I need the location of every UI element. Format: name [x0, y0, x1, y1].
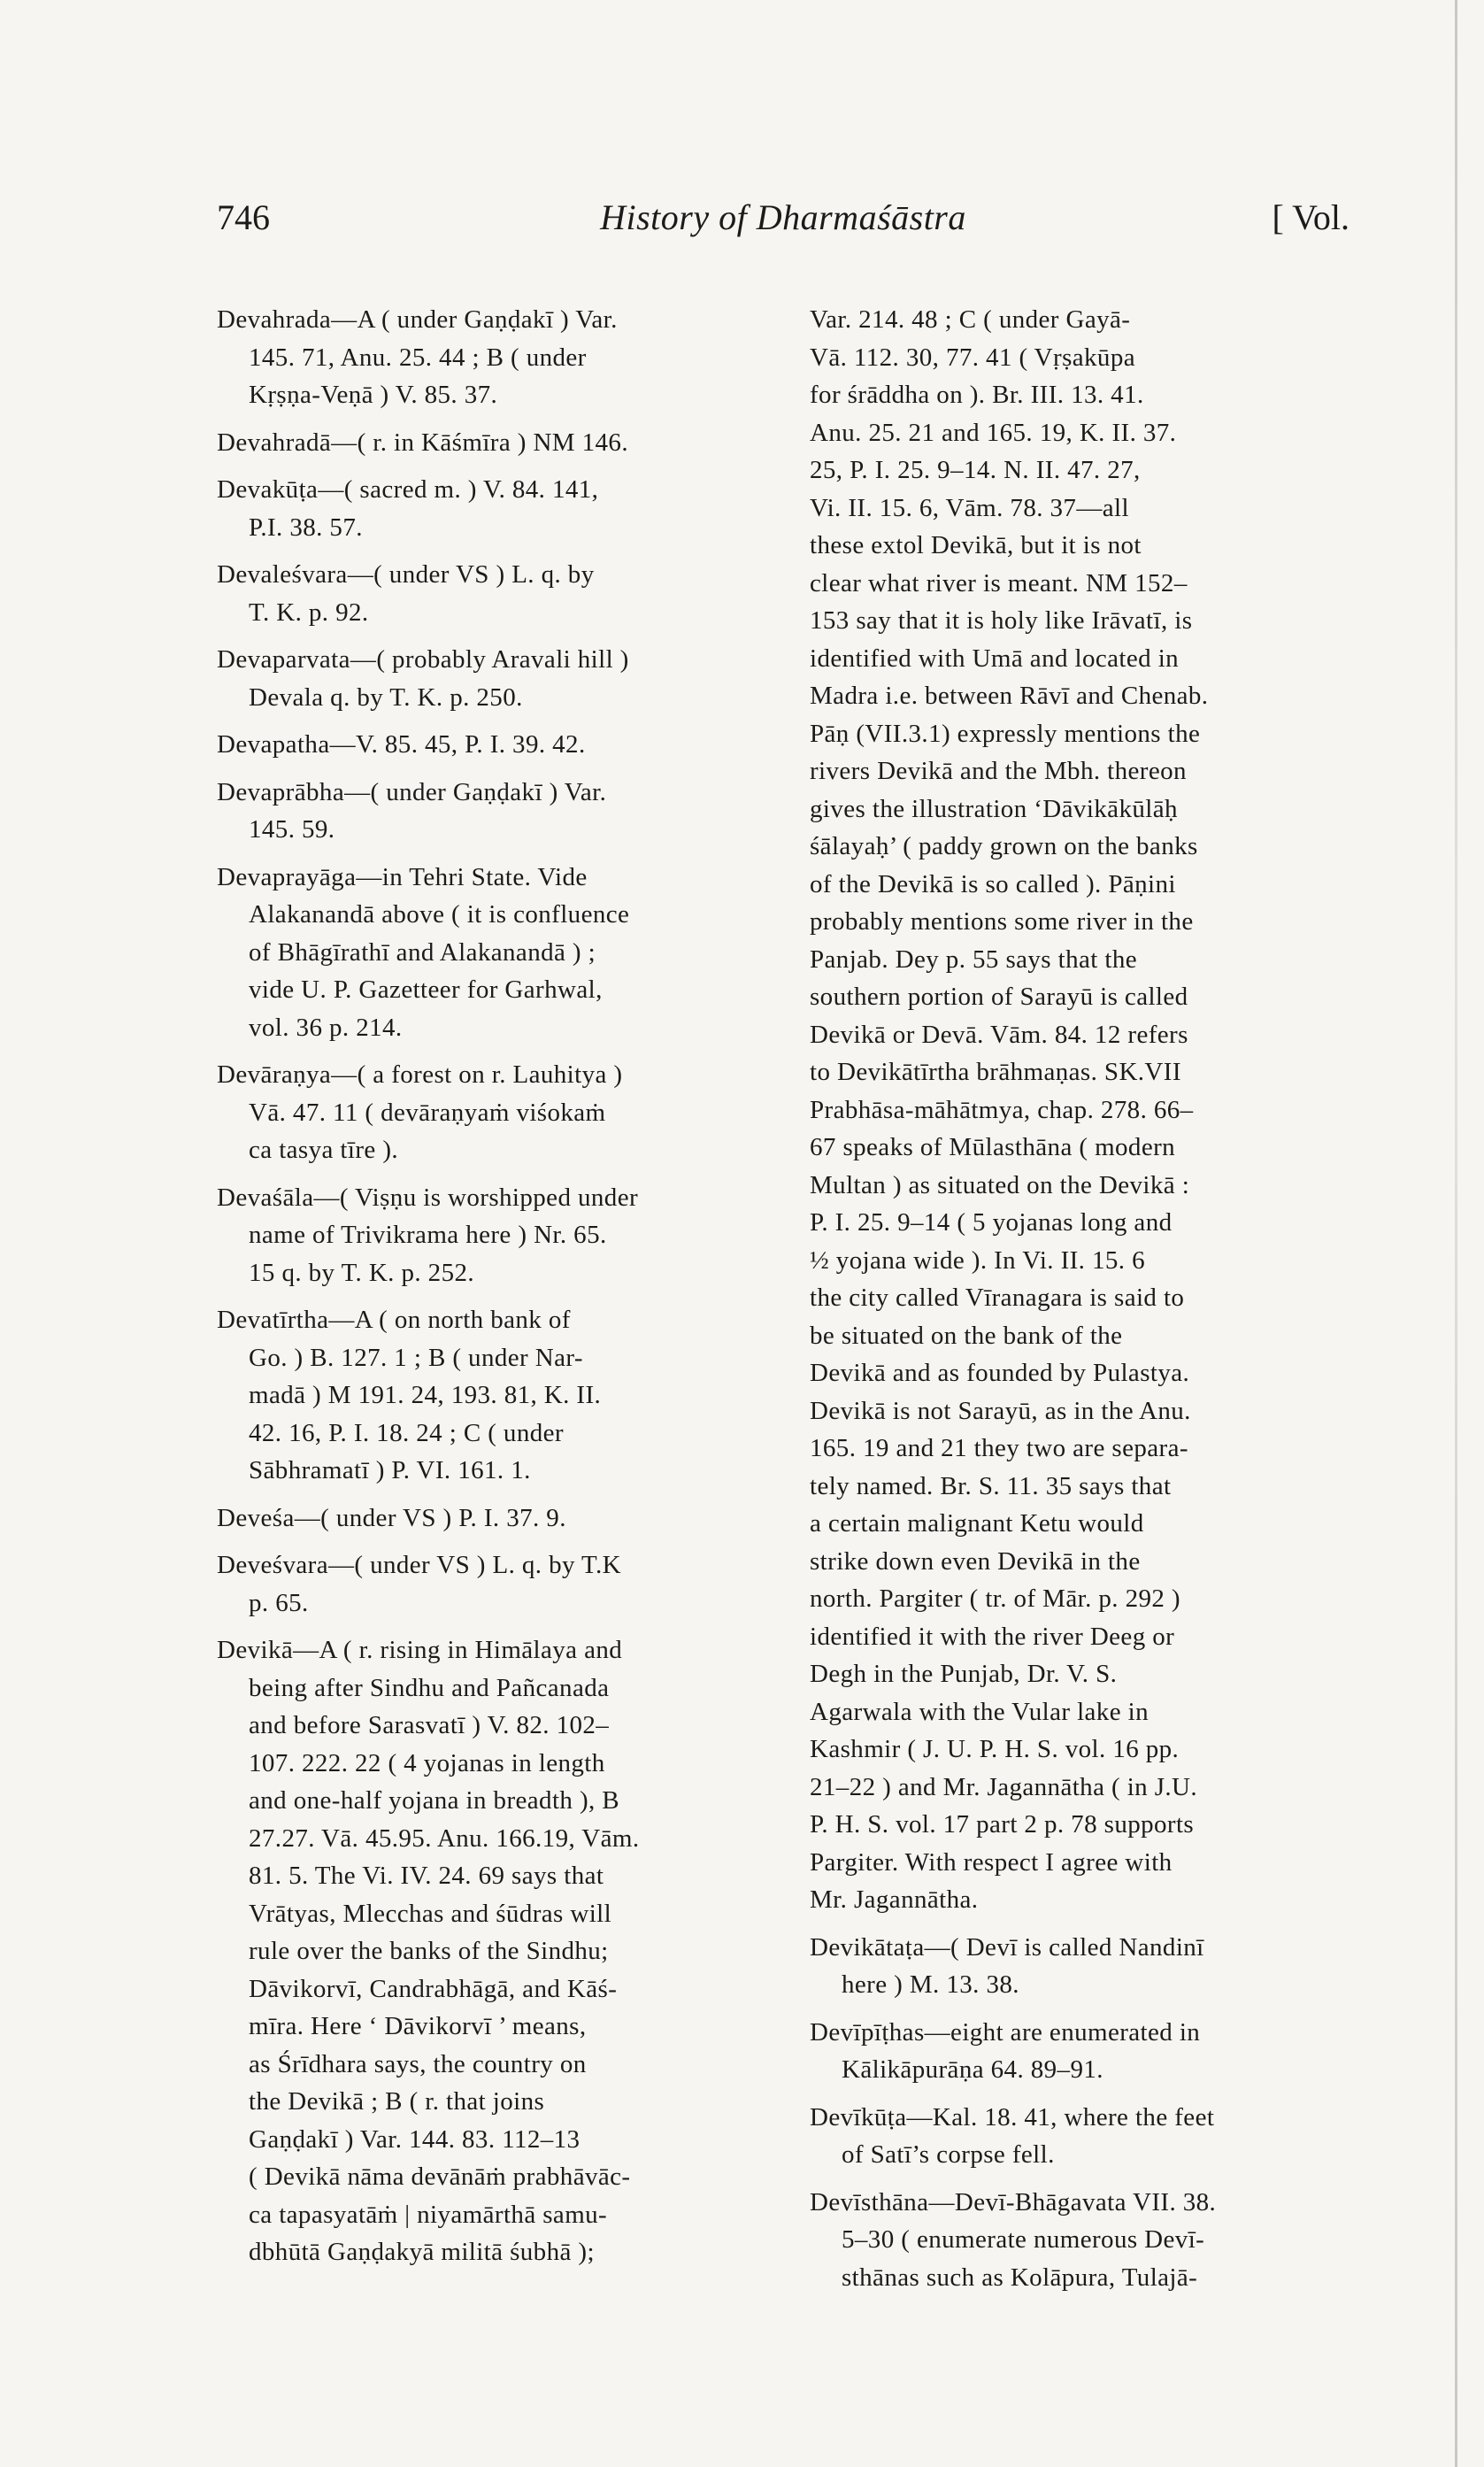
entry-devikatata: Devikātaṭa—( Devī is called Nandinī here ) M. 13. 38. — [810, 1932, 1204, 1999]
entry-devika-continued: Var. 214. 48 ; C ( under Gayā- Vā. 112. 30, 77. 41 ( Vṛṣakūpa for śrāddha on ). Br. III. 13. 41. Anu. 25. 21 and 165. 19, K. II. 37. 25, P. I. 25. 9–14. N. II. 47. 27, Vi. II. 15. 6, Vām. 78. 37—all these extol Devikā, but it is not clear what river is meant. NM 152– 153 say that it is holy like Irāvatī, is identified with Umā and located in Madra i.e. between Rāvī and Chenab. Pāṇ (VII.3.1) expressly mentions the rivers Devikā and the Mbh. thereon gives the illustration ‘Dāvikākūlāḥ śālayaḥ’ ( paddy grown on the banks of the Devikā is so called ). Pāṇini probably mentions some river in the Panjab. Dey p. 55 says that the southern portion of Sarayū is called Devikā or Devā. Vām. 84. 12 refers to Devikātīrtha brāhmaṇas. SK.VII Prabhāsa-māhātmya, chap. 278. 66– 67 speaks of Mūlasthāna ( modern Multan ) as situated on the Devikā : P. I. 25. 9–14 ( 5 yojanas long and ½ yojana wide ). In Vi. II. 15. 6 the city called Vīranagara is said to be situated on the bank of the Devikā and as founded by Pulastya. Devikā is not Sarayū, as in the Anu. 165. 19 and 21 they two are separa- tely named. Br. S. 11. 35 says that a certain malignant Ketu would strike down even Devikā in the north. Pargiter ( tr. of Mār. p. 292 ) identified it with the river Deeg or Degh in the Punjab, Dr. V. S. Agarwala with the Vular lake in Kashmir ( J. U. P. H. S. vol. 16 pp. 21–22 ) and Mr. Jagannātha ( in J.U. P. H. S. vol. 17 part 2 p. 78 supports Pargiter. With respect I agree with Mr. Jagannātha. — [810, 305, 1209, 1914]
right-column — [810, 301, 1349, 2306]
scan-edge — [1455, 0, 1457, 2467]
page-header — [217, 197, 1349, 250]
entry-devika: Devikā—A ( r. rising in Himālaya and being after Sindhu and Pañcanada and before Sarasvatī ) V. 82. 102– 107. 222. 22 ( 4 yojanas in length and one-half yojana in breadth ), B 27.27. Vā. 45.95. Anu. 166.19, Vām. 81. 5. The Vi. IV. 24. 69 says that Vrātyas, Mlecchas and śūdras will rule over the banks of the Sindhu; Dāvikorvī, Candrabhāgā, and Kāś- mīra. Here ‘ Dāvikorvī ’ means, as Śrīdhara says, the country on the Devikā ; B ( r. that joins Gaṇḍakī ) Var. 144. 83. 112–13 ( Devikā nāma devānāṁ prabhāvāc- ca tapasyatāṁ | niyamārthā samu- dbhūtā Gaṇḍakyā militā śubhā ); — [217, 1636, 640, 2266]
entry-devalesvara: Devaleśvara—( under VS ) L. q. by T. K. p. 92. — [217, 560, 595, 627]
entry-devaprayaga: Devaprayāga—in Tehri State. Vide Alakanandā above ( it is confluence of Bhāgīrathī and Alakanandā ) ; vide U. P. Gazetteer for Garhwal, vol. 36 p. 214. — [217, 862, 630, 1042]
entry-devapatha: Devapatha—V. 85. 45, P. I. 39. 42. — [217, 730, 586, 759]
page-number: 746 — [217, 197, 270, 237]
entry-devaprabha: Devaprābha—( under Gaṇḍakī ) Var. 145. 59. — [217, 777, 607, 844]
entry-devaparvata: Devaparvata—( probably Aravali hill ) Devala q. by T. K. p. 250. — [217, 645, 629, 712]
entry-devipithas: Devīpīṭhas—eight are enumerated in Kālikāpurāṇa 64. 89–91. — [810, 2017, 1201, 2084]
entry-devesa: Deveśa—( under VS ) P. I. 37. 9. — [217, 1503, 566, 1532]
entry-devikuta: Devīkūṭa—Kal. 18. 41, where the feet of Satī’s corpse fell. — [810, 2102, 1215, 2169]
entry-devatirtha: Devatīrtha—A ( on north bank of Go. ) B. 127. 1 ; B ( under Nar- madā ) M 191. 24, 193. 81, K. II. 42. 16, P. I. 18. 24 ; C ( under Sābhramatī ) P. VI. 161. 1. — [217, 1306, 602, 1484]
entry-devahrada: Devahrada—A ( under Gaṇḍakī ) Var. 145. 71, Anu. 25. 44 ; B ( under Kṛṣṇa-Veṇā ) V. 85. 37. — [217, 305, 618, 409]
entry-devakuta: Devakūṭa—( sacred m. ) V. 84. 141, P.I. 38. 57. — [217, 475, 599, 542]
volume-marker: [ Vol. — [1272, 197, 1349, 237]
entry-devesvara: Deveśvara—( under VS ) L. q. by T.K p. 65. — [217, 1551, 621, 1617]
left-column — [217, 301, 757, 2278]
entry-devahrada-fem: Devahradā—( r. in Kāśmīra ) NM 146. — [217, 428, 628, 457]
running-title: History of Dharmaśāstra — [600, 197, 966, 237]
entry-devasala: Devaśāla—( Viṣṇu is worshipped under name of Trivikrama here ) Nr. 65. 15 q. by T. K. p. 252. — [217, 1183, 639, 1287]
entry-devisthana: Devīsthāna—Devī-Bhāgavata VII. 38. 5–30 ( enumerate numerous Devī- sthānas such as Kolāpura, Tulajā- — [810, 2187, 1217, 2292]
entry-devaranya: Devāraṇya—( a forest on r. Lauhitya ) Vā. 47. 11 ( devāraṇyaṁ viśokaṁ ca tasya tīre ). — [217, 1060, 623, 1164]
